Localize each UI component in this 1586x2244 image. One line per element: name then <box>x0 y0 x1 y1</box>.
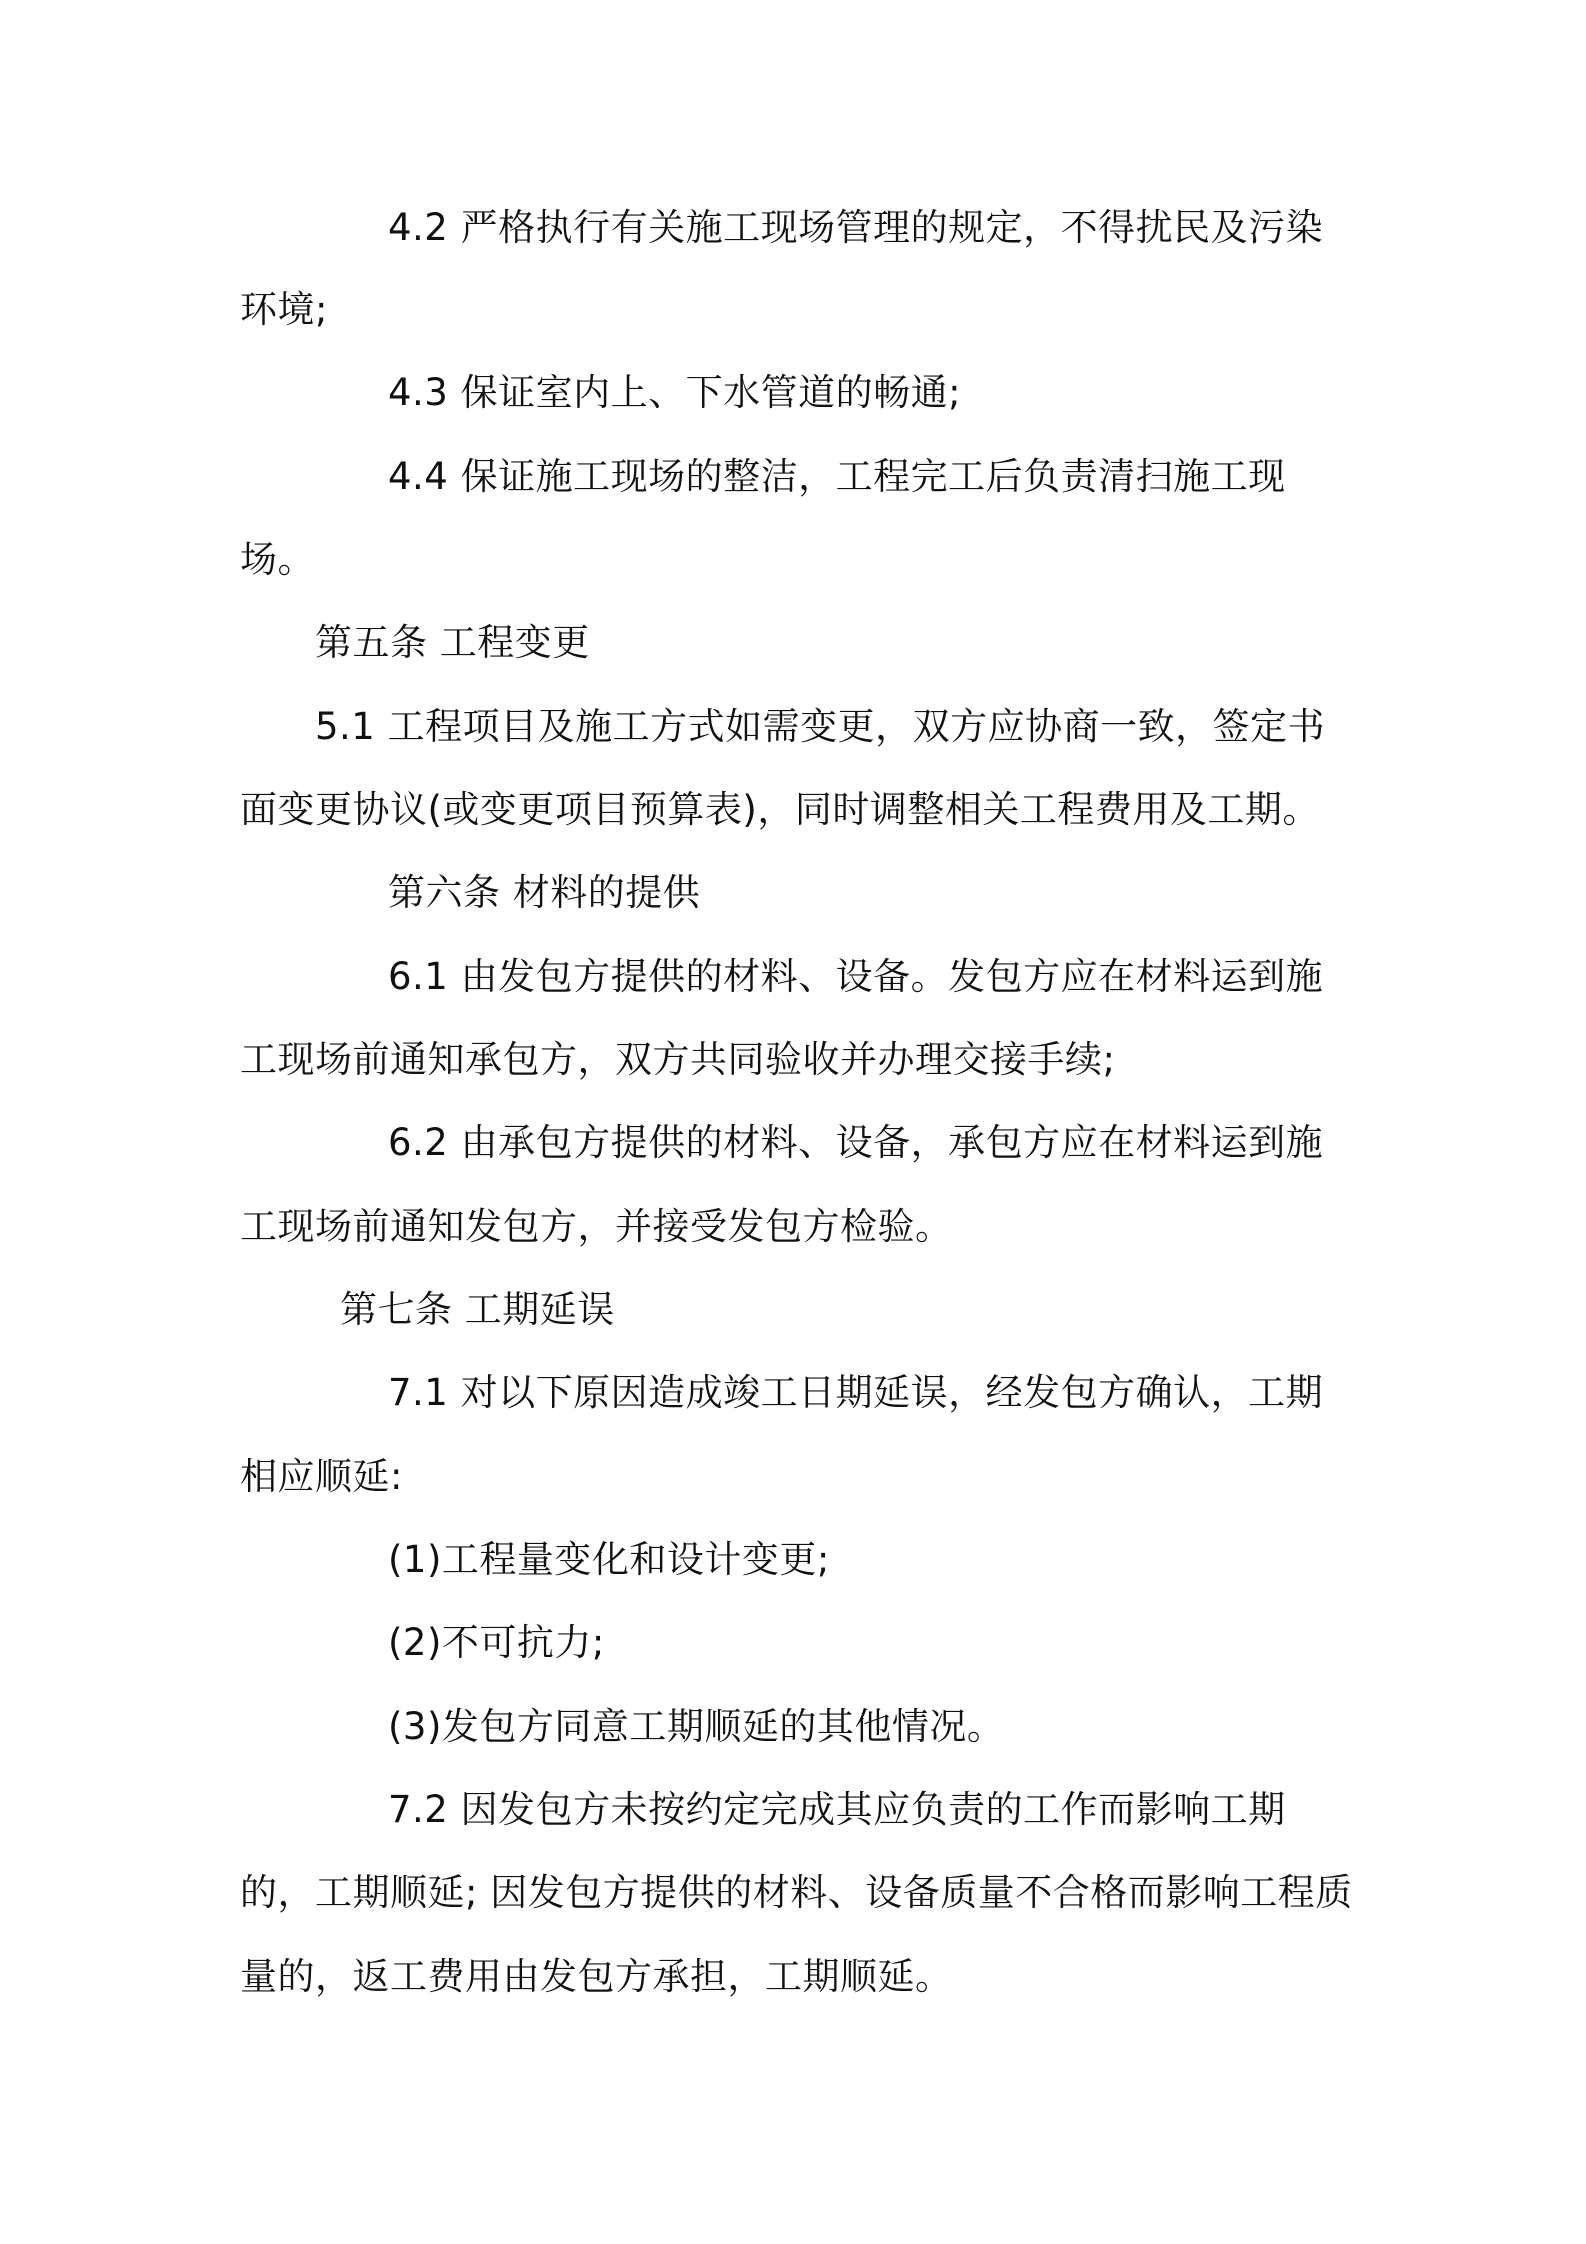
clause-6-2-line-2: 工现场前通知发包方，并接受发包方检验。 <box>240 1205 953 1248</box>
clause-7-1-item-2: (2)不可抗力; <box>388 1621 605 1664</box>
clause-7-1-item-3: (3)发包方同意工期顺延的其他情况。 <box>388 1705 1005 1748</box>
article-7-heading: 第七条 工期延误 <box>340 1288 615 1331</box>
article-5-heading: 第五条 工程变更 <box>315 621 590 664</box>
clause-6-1-line-2: 工现场前通知承包方，双方共同验收并办理交接手续; <box>240 1038 1116 1081</box>
clause-7-2-line-2: 的，工期顺延; 因发包方提供的材料、设备质量不合格而影响工程质 <box>240 1871 1353 1914</box>
clause-4-2-line-2: 环境; <box>240 288 328 331</box>
clause-7-1-line-1: 7.1 对以下原因造成竣工日期延误，经发包方确认，工期 <box>388 1371 1324 1414</box>
clause-4-3: 4.3 保证室内上、下水管道的畅通; <box>388 371 962 414</box>
clause-4-2-line-1: 4.2 严格执行有关施工现场管理的规定，不得扰民及污染 <box>388 206 1324 249</box>
clause-5-1-line-2: 面变更协议(或变更项目预算表)，同时调整相关工程费用及工期。 <box>240 788 1320 831</box>
clause-7-1-line-2: 相应顺延: <box>240 1455 403 1498</box>
clause-7-2-line-3: 量的，返工费用由发包方承担，工期顺延。 <box>240 1955 953 1998</box>
clause-7-2-line-1: 7.2 因发包方未按约定完成其应负责的工作而影响工期 <box>388 1788 1286 1831</box>
clause-4-4-line-2: 场。 <box>240 538 315 581</box>
clause-7-1-item-1: (1)工程量变化和设计变更; <box>388 1538 830 1581</box>
clause-6-1-line-1: 6.1 由发包方提供的材料、设备。发包方应在材料运到施 <box>388 955 1324 998</box>
article-6-heading: 第六条 材料的提供 <box>388 871 701 914</box>
clause-4-4-line-1: 4.4 保证施工现场的整洁，工程完工后负责清扫施工现 <box>388 455 1286 498</box>
clause-5-1-line-1: 5.1 工程项目及施工方式如需变更，双方应协商一致，签定书 <box>315 705 1326 748</box>
clause-6-2-line-1: 6.2 由承包方提供的材料、设备，承包方应在材料运到施 <box>388 1121 1324 1164</box>
